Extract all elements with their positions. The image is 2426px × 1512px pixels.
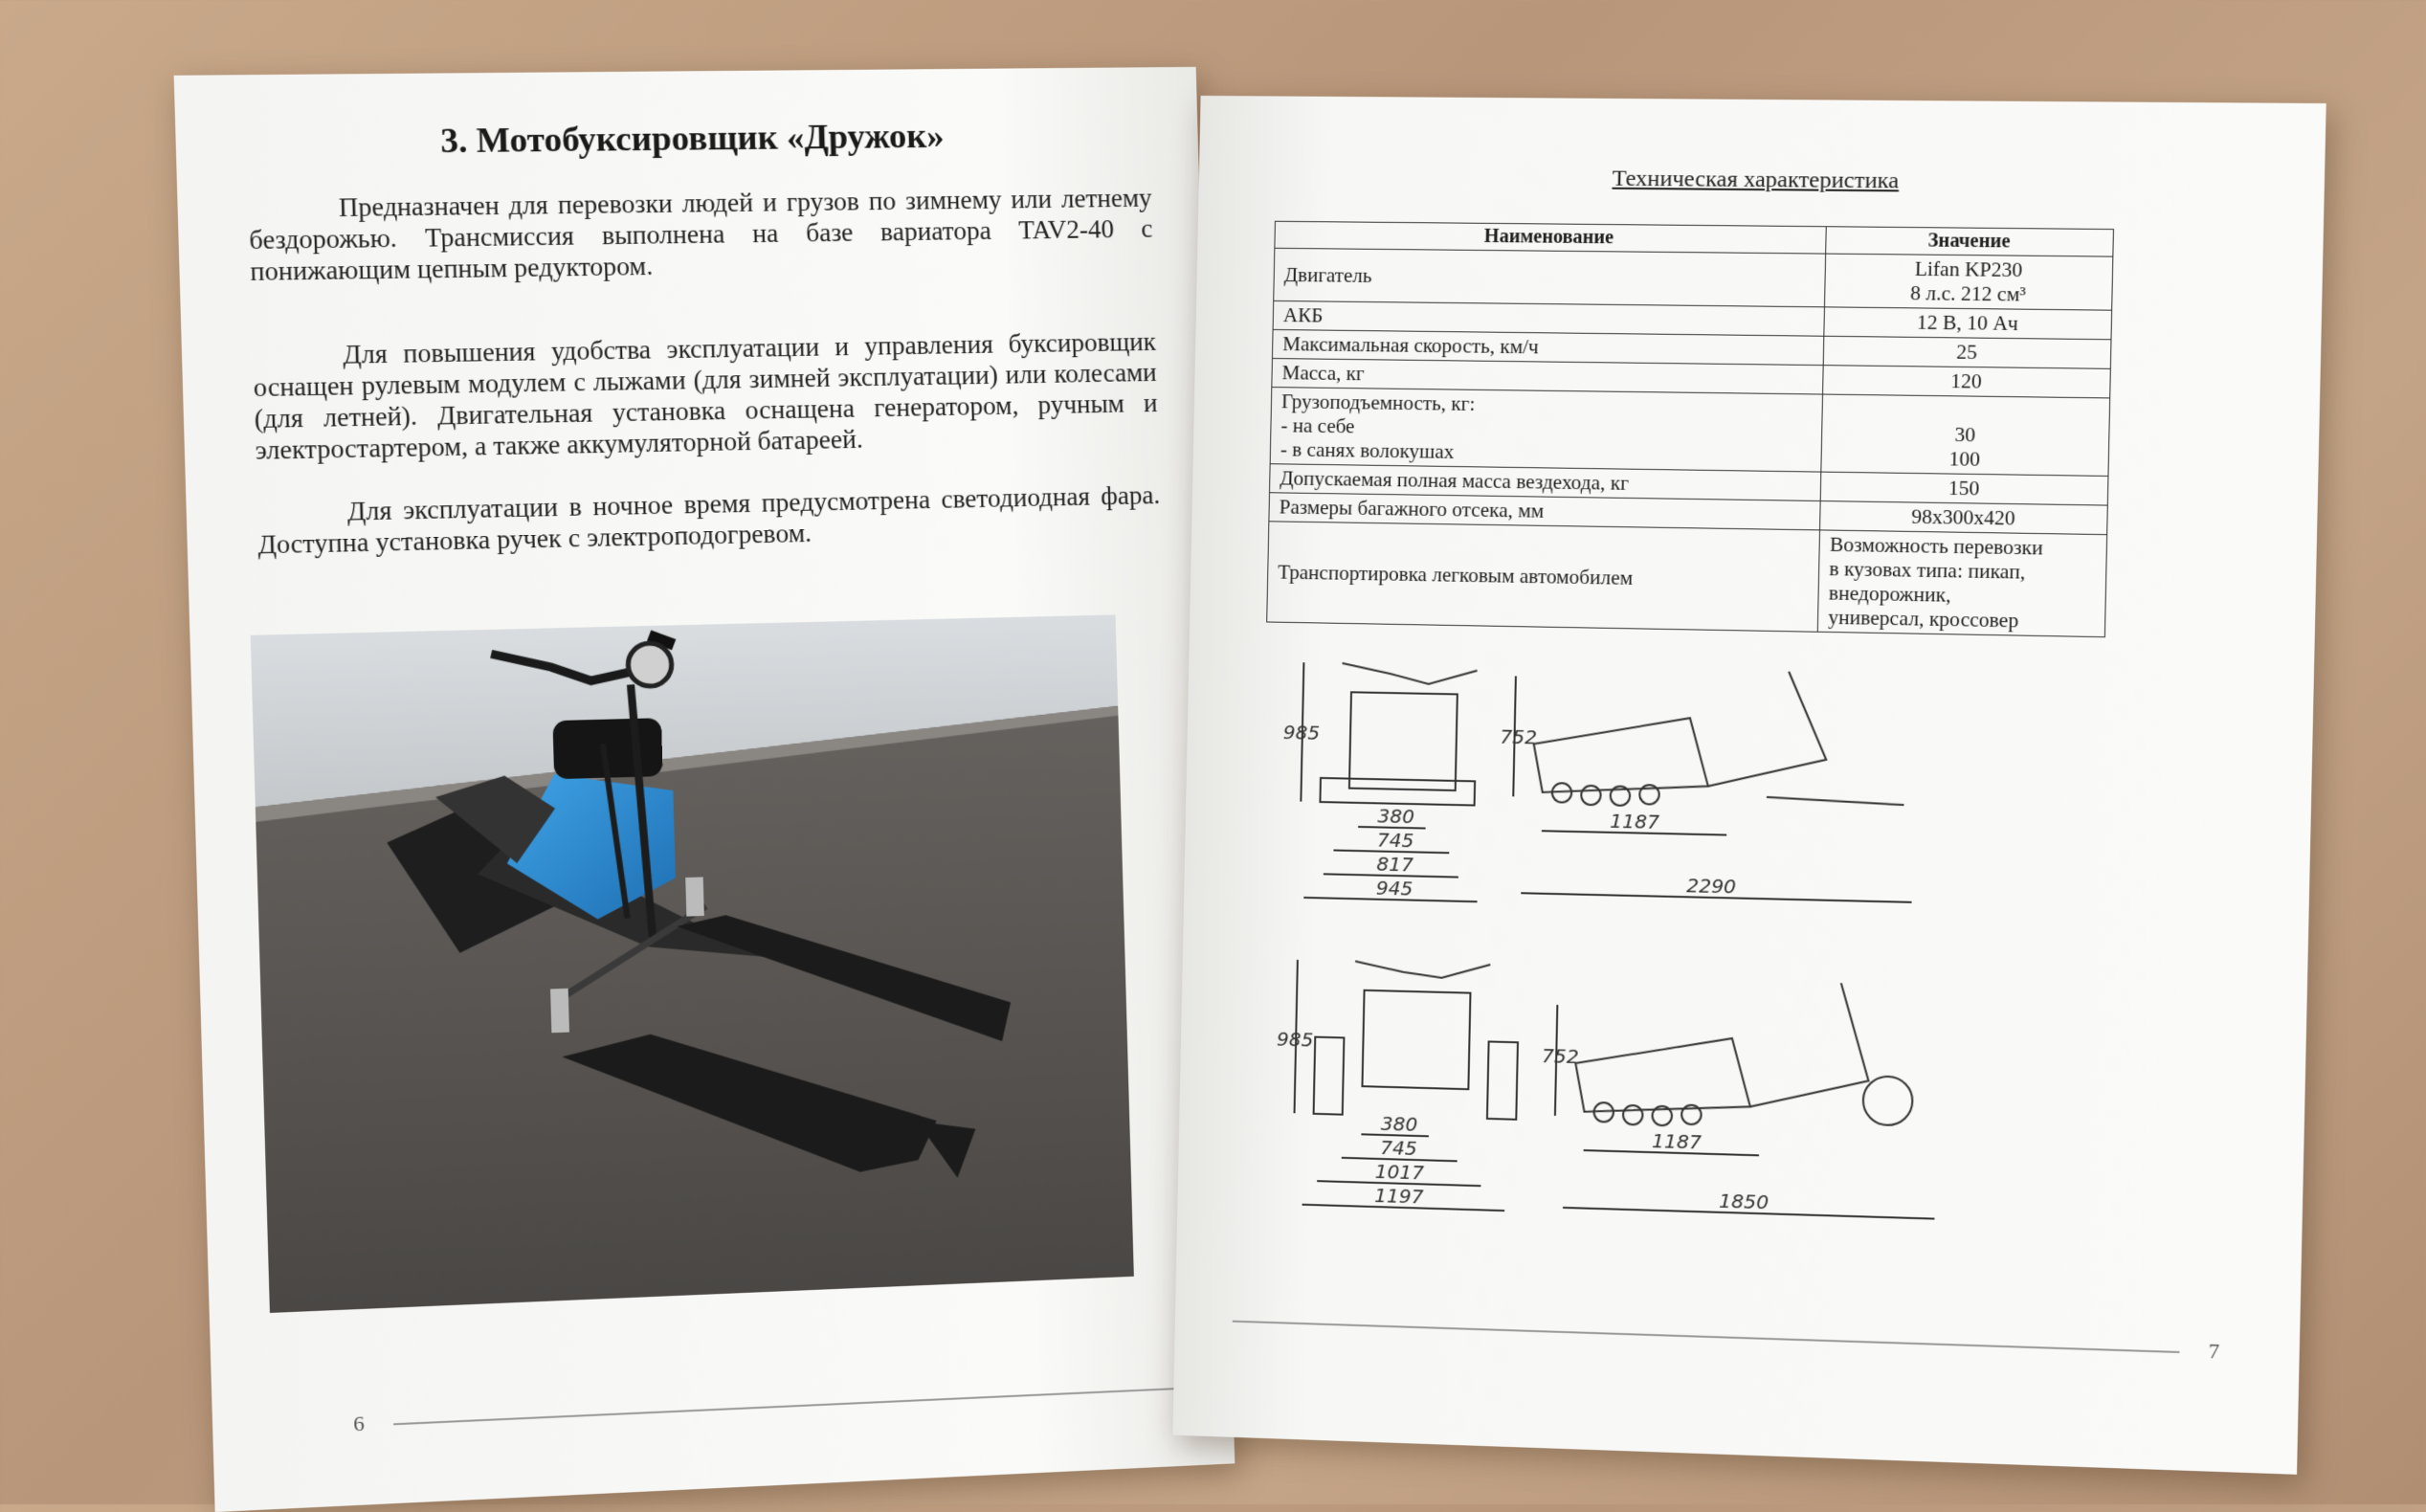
page-number: 7 — [2208, 1338, 2220, 1364]
row-value — [1821, 394, 2110, 476]
row-label: Размеры багажного отсека, мм — [1269, 493, 1820, 530]
row-value: 98x300x420 — [1820, 501, 2108, 535]
paragraph-description: Предназначен для перевозки людей и грузов по зимнему или летнему бездорожью. Трансмиссия выполнена на базе вариатора TAV2-40 с понижающим цепным редуктором. — [248, 183, 1153, 287]
value-line: Возможность перевозки — [1829, 532, 2044, 560]
label-line: - в санях волокушах — [1280, 437, 1455, 463]
dim-label: 1850 — [1718, 1189, 1769, 1214]
row-label: Допускаемая полная масса вездехода, кг — [1270, 464, 1821, 501]
table-row — [1270, 388, 2110, 477]
value-line: 100 — [1948, 447, 1981, 471]
table-row — [1267, 522, 2107, 637]
row-label: Транспортировка легковым автомобилем — [1267, 522, 1820, 632]
dim-label: 752 — [1500, 724, 1538, 749]
header-value: Значение — [1826, 227, 2114, 256]
label-line: - на себе — [1280, 413, 1355, 438]
left-page — [174, 67, 1235, 1512]
row-label: Двигатель — [1274, 248, 1826, 307]
dim-label: 1187 — [1651, 1128, 1703, 1154]
dim-label: 380 — [1377, 804, 1415, 829]
row-value: 12 В, 10 Ач — [1824, 307, 2112, 340]
value-line: универсал, кроссовер — [1828, 605, 2019, 633]
right-page — [1172, 96, 2326, 1475]
drawing-top-side — [1511, 666, 1917, 901]
paragraph-features: Для повышения удобства эксплуатации и управления буксировщик оснащен рулевым модулем с лыжами (для зимней эксплуатации) или колесами (для летней). Двигательная установка оснащена генератором, ручным и электростартером, а также аккумуляторной батареей. — [253, 326, 1158, 465]
row-value — [1817, 530, 2106, 637]
row-label: Максимальная скорость, км/ч — [1272, 329, 1823, 365]
dim-label: 985 — [1276, 1027, 1314, 1052]
footer-rule — [393, 1388, 1175, 1425]
row-value — [1824, 254, 2112, 310]
spec-title: Техническая характеристика — [1612, 166, 1900, 194]
row-label — [1270, 388, 1822, 473]
row-label: Масса, кг — [1272, 359, 1823, 395]
dim-label: 1017 — [1374, 1159, 1425, 1185]
value-line: в кузовах типа: пикап, — [1829, 556, 2026, 584]
row-value: 120 — [1823, 366, 2111, 398]
table-row — [1274, 248, 2113, 310]
dim-label: 817 — [1376, 852, 1414, 877]
row-value: 25 — [1823, 336, 2111, 368]
dim-label: 985 — [1282, 720, 1321, 745]
technical-drawings — [1271, 634, 2104, 1331]
dim-label: 1187 — [1609, 809, 1660, 834]
dim-label: 745 — [1376, 828, 1414, 853]
dim-label: 1197 — [1373, 1183, 1424, 1209]
page-title: 3. Мотобуксировщик «Дружок» — [439, 116, 946, 161]
dim-label: 2290 — [1685, 874, 1737, 899]
value-line: внедорожник, — [1828, 581, 1951, 607]
dim-label: 745 — [1380, 1135, 1417, 1161]
dim-label: 945 — [1375, 876, 1413, 901]
header-name: Наименование — [1275, 221, 1826, 254]
value-line: 30 — [1954, 422, 1976, 447]
value-line: Lifan KP230 — [1914, 256, 2023, 282]
dim-label: 752 — [1541, 1043, 1579, 1069]
row-label: АКБ — [1273, 300, 1824, 336]
drawing-bottom-side — [1553, 976, 1940, 1219]
label-line: Грузоподъемность, кг: — [1280, 389, 1476, 415]
paragraph-lighting: Для эксплуатации в ночное время предусмотрена светодиодная фара. Доступна установка ручек с электроподогревом. — [257, 480, 1161, 560]
snowmobile-photo — [251, 614, 1134, 1313]
row-value: 150 — [1820, 472, 2108, 505]
spec-table — [1266, 221, 2114, 637]
page-number: 6 — [352, 1411, 366, 1436]
value-line: 8 л.с. 212 см³ — [1909, 280, 2027, 306]
dim-label: 380 — [1380, 1111, 1418, 1136]
